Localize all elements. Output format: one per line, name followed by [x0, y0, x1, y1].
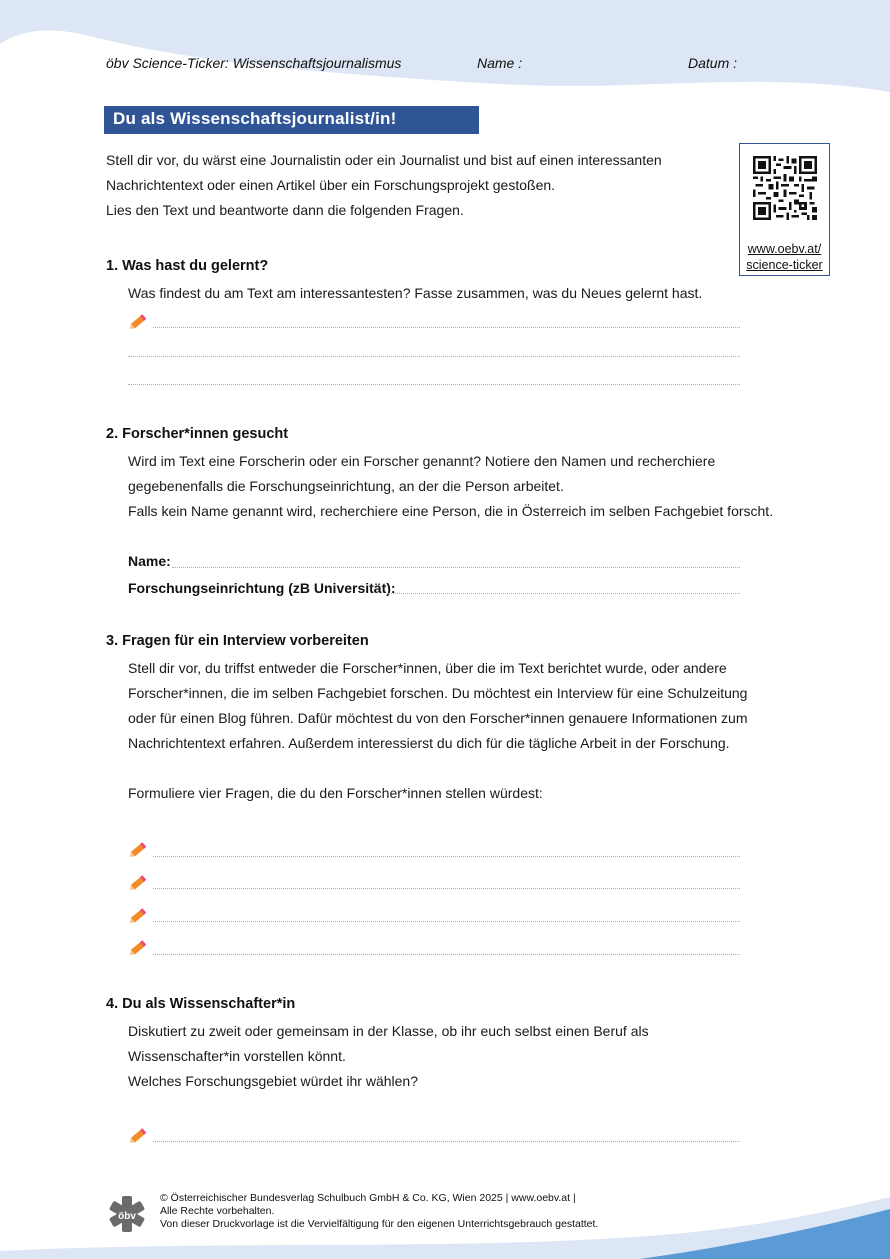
- date-label: Datum :: [688, 55, 738, 71]
- pencil-icon: [128, 905, 150, 925]
- qr-code-box: [739, 143, 830, 276]
- pencil-icon: [128, 872, 150, 892]
- section4-line: Welches Forschungsgebiet würdet ihr wählen?: [128, 1073, 419, 1089]
- qr-link-line: www.oebv.at/: [747, 242, 822, 256]
- section4-text: [128, 1019, 649, 1094]
- institution-field[interactable]: [388, 593, 740, 594]
- intro-line: Lies den Text und beantworte dann die folgenden Fragen.: [106, 202, 464, 218]
- qr-link-line: science-ticker: [746, 258, 823, 272]
- section2-text: [128, 449, 773, 524]
- question-line-4[interactable]: [153, 954, 740, 955]
- answer-line[interactable]: [153, 327, 740, 328]
- pencil-icon: [128, 937, 150, 957]
- question-line-3[interactable]: [153, 921, 740, 922]
- section4-line: Wissenschafter*in vorstellen könnt.: [128, 1048, 346, 1064]
- section4-line: Diskutiert zu zweit oder gemeinsam in der Klasse, ob ihr euch selbst einen Beruf als: [128, 1023, 649, 1039]
- pencil-icon: [128, 839, 150, 859]
- section1-heading: 1. Was hast du gelernt?: [106, 258, 269, 274]
- section3-line: Nachrichtentext erfahren. Außerdem interessierst du dich für die tägliche Arbeit in der Forschung.: [128, 735, 730, 751]
- question-line-1[interactable]: [153, 856, 740, 857]
- qr-code-icon: [753, 156, 817, 220]
- qr-link[interactable]: [740, 241, 829, 273]
- section2-line: Wird im Text eine Forscherin oder ein Forscher genannt? Notiere den Namen und recherchiere: [128, 453, 716, 469]
- footer-line: Von dieser Druckvorlage ist die Vervielfältigung für den eigenen Unterrichtsgebrauch gestattet.: [160, 1218, 599, 1230]
- logo-text: öbv: [118, 1211, 136, 1222]
- section4-heading: 4. Du als Wissenschafter*in: [106, 996, 296, 1012]
- section2-line: Falls kein Name genannt wird, recherchiere eine Person, die in Österreich im selben Fachgebiet forscht.: [128, 503, 774, 519]
- section2-line: gegebenenfalls die Forschungseinrichtung, an der die Person arbeitet.: [128, 478, 564, 494]
- footer-copyright: [160, 1192, 598, 1231]
- section3-line: Forscher*innen, die im selben Fachgebiet forschen. Du möchtest ein Interview für eine Schulzeitung: [128, 685, 748, 701]
- worksheet-series-title: öbv Science-Ticker: Wissenschaftsjournalismus: [106, 55, 402, 71]
- intro-line: Nachrichtentext oder einen Artikel über ein Forschungsprojekt gestoßen.: [106, 177, 556, 193]
- intro-text: [106, 148, 662, 223]
- name-label: Name :: [477, 55, 523, 71]
- section3-line: Stell dir vor, du triffst entweder die Forscher*innen, über die im Text berichtet wurde, oder andere: [128, 660, 727, 676]
- intro-line: Stell dir vor, du wärst eine Journalistin oder ein Journalist und bist auf einen interessanten: [106, 152, 662, 168]
- worksheet-title: Du als Wissenschaftsjournalist/in!: [104, 106, 479, 134]
- section1-text: Was findest du am Text am interessantesten? Fasse zusammen, was du Neues gelernt hast.: [128, 285, 703, 301]
- section3-prompt: Formuliere vier Fragen, die du den Forscher*innen stellen würdest:: [128, 785, 543, 801]
- oebv-logo-icon: [108, 1196, 146, 1232]
- footer-line: Alle Rechte vorbehalten.: [160, 1205, 275, 1217]
- answer-line[interactable]: [128, 356, 740, 357]
- section3-text: [128, 656, 747, 756]
- researcher-name-field[interactable]: [172, 567, 740, 568]
- answer-line[interactable]: [128, 384, 740, 385]
- answer-line[interactable]: [153, 1141, 740, 1142]
- question-line-2[interactable]: [153, 888, 740, 889]
- researcher-name-label: Name:: [128, 553, 171, 569]
- section3-heading: 3. Fragen für ein Interview vorbereiten: [106, 633, 369, 649]
- pencil-icon: [128, 311, 150, 331]
- section3-line: oder für einen Blog führen. Dafür möchtest du von den Forscher*innen genauere Informationen zum: [128, 710, 748, 726]
- footer-line: © Österreichischer Bundesverlag Schulbuch GmbH & Co. KG, Wien 2025 | www.oebv.at |: [160, 1192, 576, 1204]
- top-wave-decoration: [0, 0, 890, 100]
- pencil-icon: [128, 1125, 150, 1145]
- institution-label: Forschungseinrichtung (zB Universität):: [128, 580, 396, 596]
- section2-heading: 2. Forscher*innen gesucht: [106, 426, 289, 442]
